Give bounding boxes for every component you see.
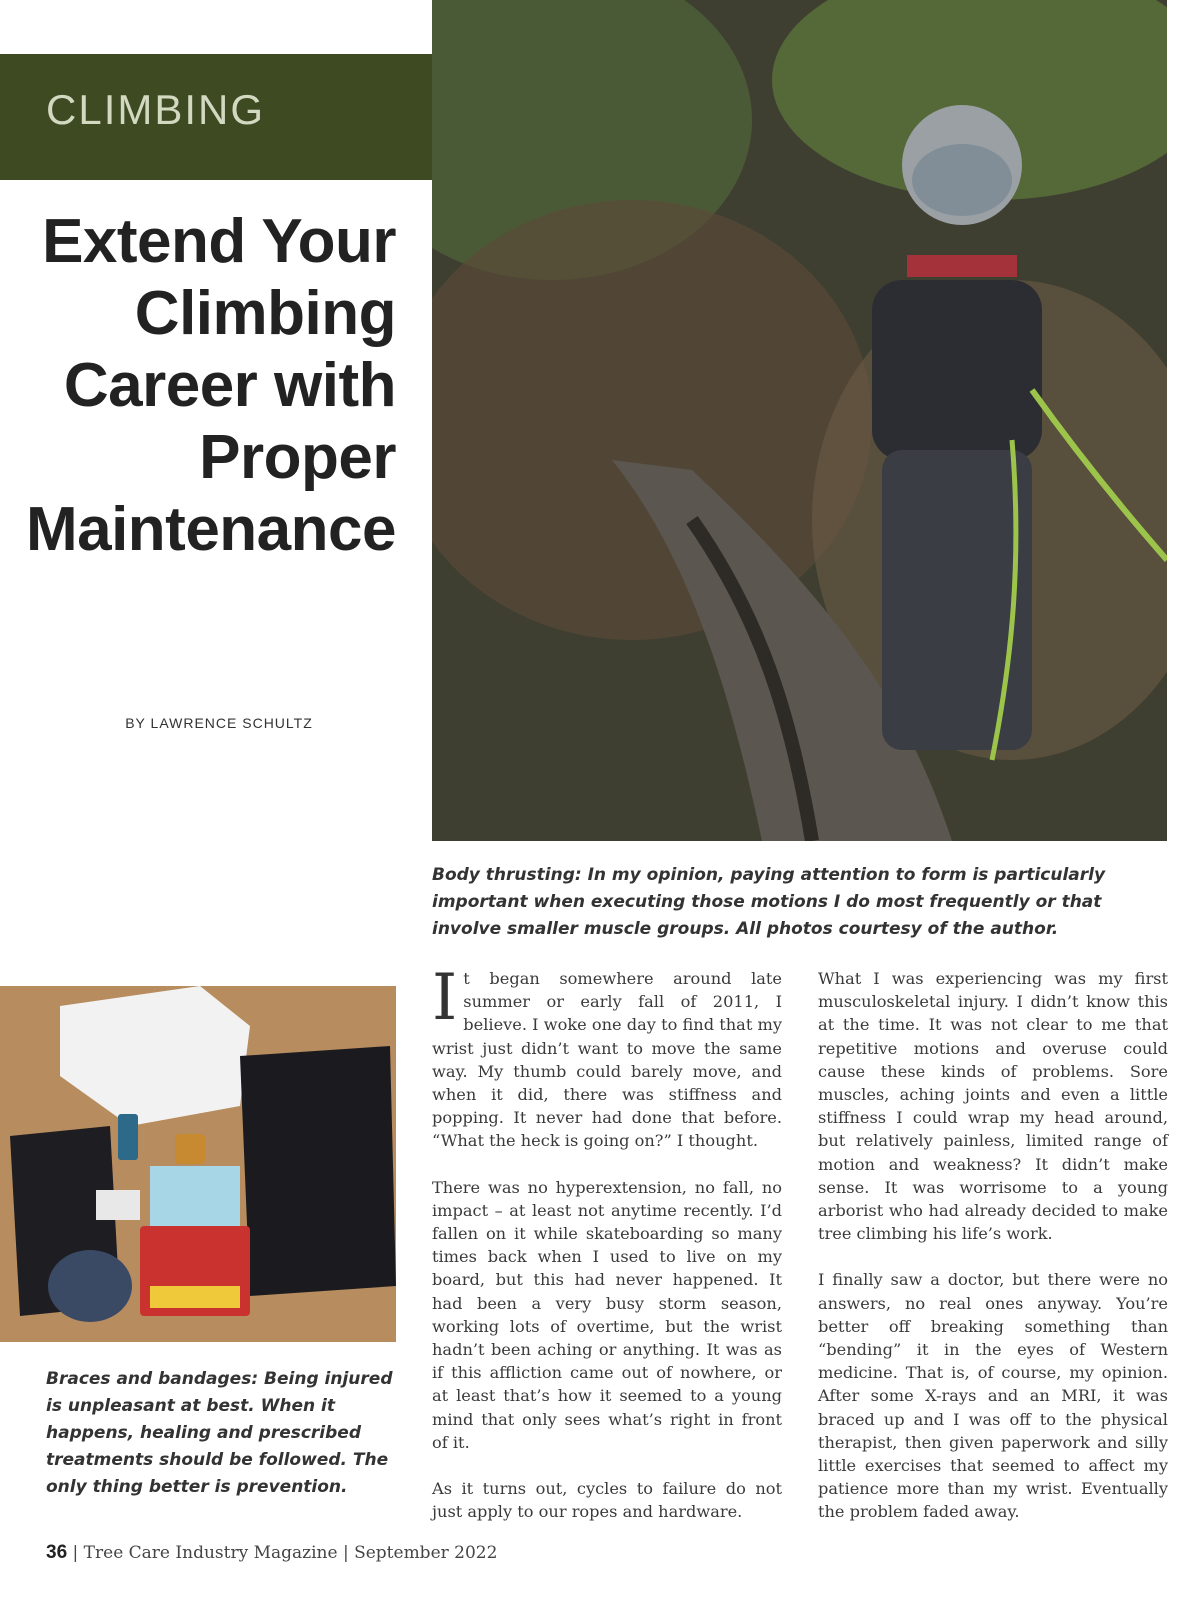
body-paragraph: As it turns out, cycles to failure do not just apply to our ropes and hardware. — [432, 1479, 782, 1522]
article-byline: BY LAWRENCE SCHULTZ — [125, 715, 313, 731]
body-column-left — [432, 961, 782, 1546]
section-label: CLIMBING — [46, 86, 266, 133]
body-paragraph: It began somewhere around late summer or early fall of 2011, I believe. I woke one day to find that my wrist just didn’t want to move the same way. My thumb could barely move, and when it did, there was stiffness and popping. It never had done that before. “What the heck is going on?” I thought. — [432, 961, 782, 1151]
publication-info: | Tree Care Industry Magazine | September 2022 — [67, 1543, 498, 1563]
small-photo-caption: Braces and bandages: Being injured is unpleasant at best. When it happens, healing and prescribed treatments should be followed. The only thing better is prevention. — [46, 1369, 393, 1497]
climber-photo — [432, 0, 1167, 841]
body-paragraph: There was no hyperextension, no fall, no impact – at least not anytime recently. I’d fallen on it while skateboarding so many times back when I used to live on my board, but this had never happened. It had been a very busy storm season, working lots of overtime, but the wrist hadn’t been aching or anything. It was as if this affliction came out of nowhere, or at least that’s how it seemed to a young mind that only sees what’s right in front of it. — [432, 1177, 782, 1452]
article-title: Extend Your Climbing Career with Proper Maintenance — [25, 207, 396, 564]
body-paragraph: What I was experiencing was my first musculoskeletal injury. I didn’t know this at the time. It was not clear to me that repetitive motions and overuse could cause these kinds of problems. Sore muscles, aching joints and even a little stiffness I could wrap my head around, but relatively painless, limited range of motion and weakness? It didn’t make sense. It was worrisome to a young arborist who had already decided to make tree climbing his life’s work. — [818, 969, 1168, 1244]
page-number: 36 — [46, 1542, 68, 1563]
main-photo-caption: Body thrusting: In my opinion, paying attention to form is particularly important when executing those motions I do most frequently or that involve smaller muscle groups. All photos courtesy of the author. — [432, 865, 1106, 939]
braces-bandages-photo — [0, 986, 396, 1342]
body-column-right — [818, 967, 1168, 1547]
drop-cap: I — [432, 961, 458, 1035]
page-footer — [46, 1542, 497, 1564]
body-paragraph: I finally saw a doctor, but there were no answers, no real ones anyway. You’re better off breaking something than “bending” it in the eyes of Western medicine. That is, of course, my opinion. After some X-rays and an MRI, it was braced up and I was off to the physical therapist, then given paperwork and silly little exercises that seemed to affect my patience more than my wrist. Eventually the problem faded away. — [818, 1270, 1168, 1522]
